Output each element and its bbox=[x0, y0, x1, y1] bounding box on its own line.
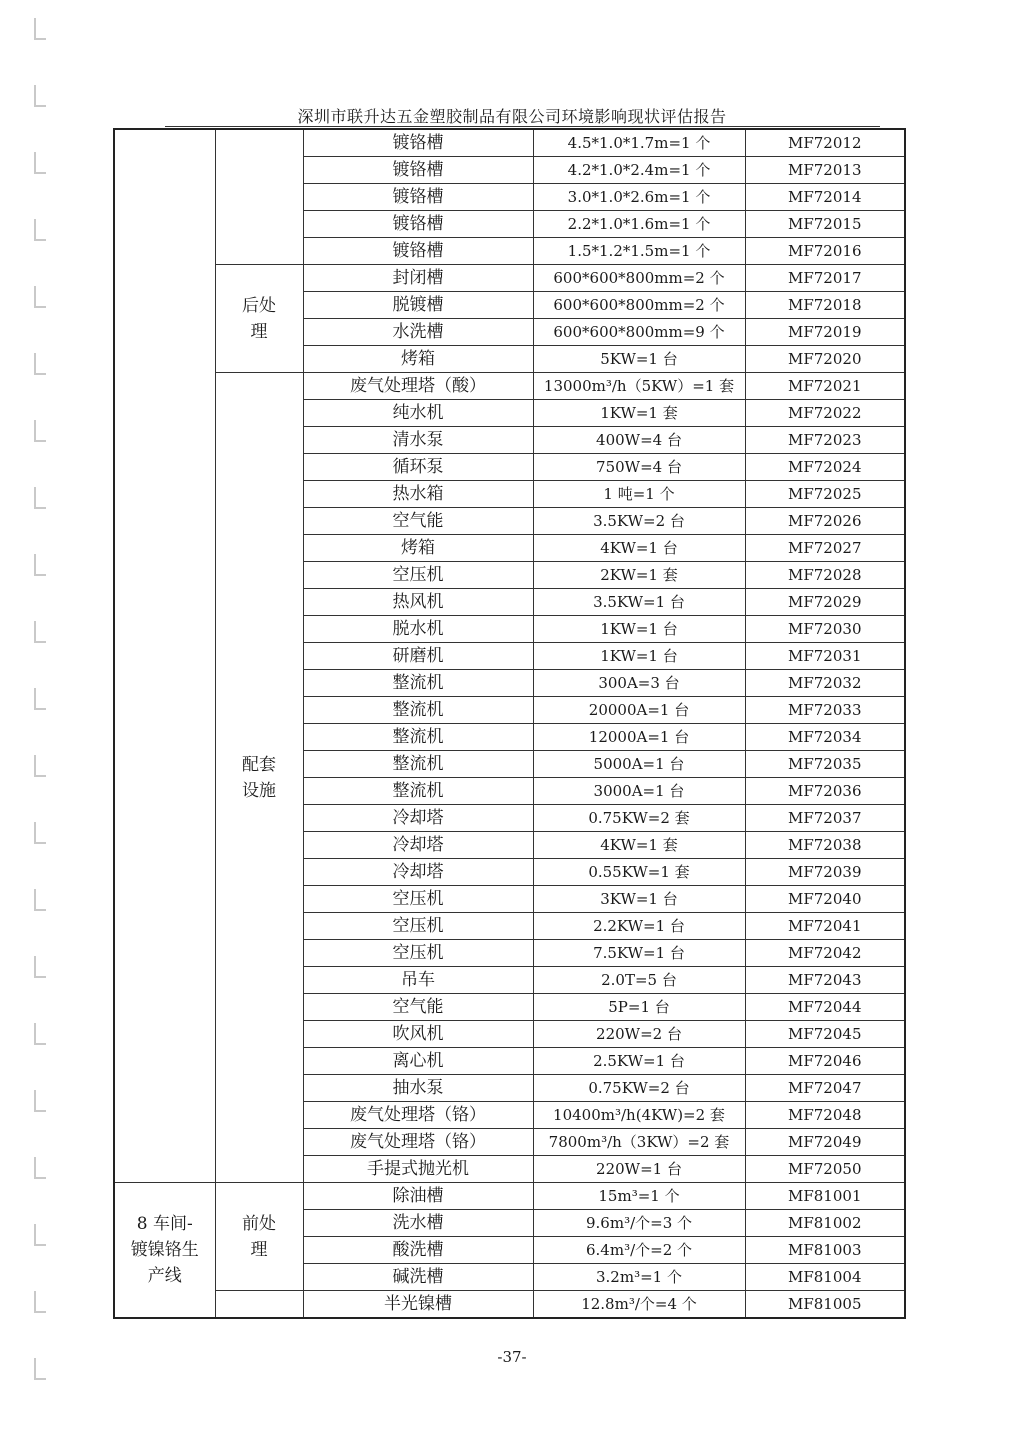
equipment-code-cell: MF72042 bbox=[745, 940, 905, 967]
equipment-name-cell: 整流机 bbox=[303, 724, 533, 751]
table-row bbox=[114, 265, 905, 292]
equipment-spec-cell: 12000A=1 台 bbox=[533, 724, 745, 751]
equipment-code-cell: MF72031 bbox=[745, 643, 905, 670]
equipment-name-cell: 整流机 bbox=[303, 778, 533, 805]
equipment-code-cell: MF72014 bbox=[745, 184, 905, 211]
equipment-spec-cell: 2.2*1.0*1.6m=1 个 bbox=[533, 211, 745, 238]
stage-cell: 后处理 bbox=[215, 265, 303, 373]
page-number: -37- bbox=[497, 1348, 527, 1366]
equipment-spec-cell: 600*600*800mm=2 个 bbox=[533, 292, 745, 319]
equipment-code-cell: MF72020 bbox=[745, 346, 905, 373]
equipment-spec-cell: 4.2*1.0*2.4m=1 个 bbox=[533, 157, 745, 184]
equipment-name-cell: 整流机 bbox=[303, 670, 533, 697]
equipment-code-cell: MF72013 bbox=[745, 157, 905, 184]
equipment-code-cell: MF72026 bbox=[745, 508, 905, 535]
stage-cell bbox=[215, 129, 303, 265]
header-rule bbox=[165, 126, 880, 127]
equipment-name-cell: 废气处理塔（酸） bbox=[303, 373, 533, 400]
equipment-spec-cell: 5P=1 台 bbox=[533, 994, 745, 1021]
equipment-code-cell: MF72016 bbox=[745, 238, 905, 265]
equipment-name-cell: 冷却塔 bbox=[303, 832, 533, 859]
equipment-name-cell: 整流机 bbox=[303, 697, 533, 724]
binding-mark bbox=[34, 554, 46, 576]
equipment-name-cell: 离心机 bbox=[303, 1048, 533, 1075]
binding-mark bbox=[34, 755, 46, 777]
equipment-name-cell: 废气处理塔（铬） bbox=[303, 1102, 533, 1129]
equipment-code-cell: MF72024 bbox=[745, 454, 905, 481]
equipment-spec-cell: 2.5KW=1 台 bbox=[533, 1048, 745, 1075]
binding-mark bbox=[34, 487, 46, 509]
equipment-code-cell: MF72023 bbox=[745, 427, 905, 454]
binding-mark bbox=[34, 353, 46, 375]
equipment-name-cell: 吹风机 bbox=[303, 1021, 533, 1048]
equipment-spec-cell: 3.0*1.0*2.6m=1 个 bbox=[533, 184, 745, 211]
equipment-name-cell: 酸洗槽 bbox=[303, 1237, 533, 1264]
equipment-code-cell: MF81005 bbox=[745, 1291, 905, 1319]
equipment-name-cell: 冷却塔 bbox=[303, 859, 533, 886]
equipment-code-cell: MF72043 bbox=[745, 967, 905, 994]
binding-mark bbox=[34, 1157, 46, 1179]
equipment-spec-cell: 3000A=1 台 bbox=[533, 778, 745, 805]
equipment-spec-cell: 600*600*800mm=2 个 bbox=[533, 265, 745, 292]
equipment-spec-cell: 4KW=1 台 bbox=[533, 535, 745, 562]
equipment-name-cell: 除油槽 bbox=[303, 1183, 533, 1210]
equipment-spec-cell: 3KW=1 台 bbox=[533, 886, 745, 913]
equipment-name-cell: 废气处理塔（铬） bbox=[303, 1129, 533, 1156]
equipment-code-cell: MF72025 bbox=[745, 481, 905, 508]
equipment-name-cell: 脱水机 bbox=[303, 616, 533, 643]
equipment-code-cell: MF72046 bbox=[745, 1048, 905, 1075]
equipment-spec-cell: 5000A=1 台 bbox=[533, 751, 745, 778]
equipment-code-cell: MF81003 bbox=[745, 1237, 905, 1264]
table-row bbox=[114, 1291, 905, 1319]
equipment-spec-cell: 1KW=1 台 bbox=[533, 643, 745, 670]
equipment-code-cell: MF81002 bbox=[745, 1210, 905, 1237]
equipment-spec-cell: 220W=2 台 bbox=[533, 1021, 745, 1048]
equipment-code-cell: MF72012 bbox=[745, 129, 905, 157]
stage-cell: 配套设施 bbox=[215, 373, 303, 1183]
equipment-name-cell: 洗水槽 bbox=[303, 1210, 533, 1237]
binding-mark bbox=[34, 688, 46, 710]
equipment-code-cell: MF72018 bbox=[745, 292, 905, 319]
equipment-spec-cell: 6.4m³/个=2 个 bbox=[533, 1237, 745, 1264]
equipment-spec-cell: 2KW=1 套 bbox=[533, 562, 745, 589]
equipment-spec-cell: 0.75KW=2 套 bbox=[533, 805, 745, 832]
equipment-code-cell: MF72036 bbox=[745, 778, 905, 805]
equipment-code-cell: MF72027 bbox=[745, 535, 905, 562]
equipment-table bbox=[113, 128, 906, 1319]
stage-cell bbox=[215, 1291, 303, 1319]
equipment-code-cell: MF72044 bbox=[745, 994, 905, 1021]
equipment-spec-cell: 9.6m³/个=3 个 bbox=[533, 1210, 745, 1237]
equipment-name-cell: 镀铬槽 bbox=[303, 211, 533, 238]
equipment-name-cell: 镀铬槽 bbox=[303, 129, 533, 157]
equipment-code-cell: MF72038 bbox=[745, 832, 905, 859]
equipment-spec-cell: 5KW=1 台 bbox=[533, 346, 745, 373]
equipment-code-cell: MF72030 bbox=[745, 616, 905, 643]
equipment-code-cell: MF72050 bbox=[745, 1156, 905, 1183]
equipment-spec-cell: 3.2m³=1 个 bbox=[533, 1264, 745, 1291]
equipment-spec-cell: 20000A=1 台 bbox=[533, 697, 745, 724]
binding-mark bbox=[34, 152, 46, 174]
equipment-code-cell: MF72029 bbox=[745, 589, 905, 616]
equipment-spec-cell: 7800m³/h（3KW）=2 套 bbox=[533, 1129, 745, 1156]
equipment-name-cell: 碱洗槽 bbox=[303, 1264, 533, 1291]
stage-cell: 前处理 bbox=[215, 1183, 303, 1291]
equipment-spec-cell: 400W=4 台 bbox=[533, 427, 745, 454]
equipment-spec-cell: 2.2KW=1 台 bbox=[533, 913, 745, 940]
equipment-code-cell: MF72041 bbox=[745, 913, 905, 940]
equipment-code-cell: MF72045 bbox=[745, 1021, 905, 1048]
equipment-name-cell: 烤箱 bbox=[303, 346, 533, 373]
binding-mark bbox=[34, 219, 46, 241]
binding-mark bbox=[34, 822, 46, 844]
equipment-name-cell: 烤箱 bbox=[303, 535, 533, 562]
equipment-spec-cell: 2.0T=5 台 bbox=[533, 967, 745, 994]
equipment-spec-cell: 12.8m³/个=4 个 bbox=[533, 1291, 745, 1319]
equipment-name-cell: 清水泵 bbox=[303, 427, 533, 454]
equipment-name-cell: 半光镍槽 bbox=[303, 1291, 533, 1319]
equipment-code-cell: MF81004 bbox=[745, 1264, 905, 1291]
binding-mark bbox=[34, 1090, 46, 1112]
equipment-code-cell: MF72033 bbox=[745, 697, 905, 724]
equipment-name-cell: 空压机 bbox=[303, 940, 533, 967]
equipment-spec-cell: 600*600*800mm=9 个 bbox=[533, 319, 745, 346]
equipment-code-cell: MF72049 bbox=[745, 1129, 905, 1156]
table-row bbox=[114, 1183, 905, 1210]
equipment-code-cell: MF72022 bbox=[745, 400, 905, 427]
equipment-code-cell: MF72047 bbox=[745, 1075, 905, 1102]
equipment-name-cell: 研磨机 bbox=[303, 643, 533, 670]
equipment-spec-cell: 1 吨=1 个 bbox=[533, 481, 745, 508]
equipment-code-cell: MF72039 bbox=[745, 859, 905, 886]
equipment-code-cell: MF72017 bbox=[745, 265, 905, 292]
binding-mark bbox=[34, 18, 46, 40]
equipment-code-cell: MF72035 bbox=[745, 751, 905, 778]
equipment-spec-cell: 0.75KW=2 台 bbox=[533, 1075, 745, 1102]
equipment-spec-cell: 220W=1 台 bbox=[533, 1156, 745, 1183]
equipment-name-cell: 空气能 bbox=[303, 508, 533, 535]
binding-mark bbox=[34, 1023, 46, 1045]
equipment-code-cell: MF72037 bbox=[745, 805, 905, 832]
binding-mark bbox=[34, 621, 46, 643]
equipment-spec-cell: 0.55KW=1 套 bbox=[533, 859, 745, 886]
equipment-name-cell: 冷却塔 bbox=[303, 805, 533, 832]
equipment-code-cell: MF72032 bbox=[745, 670, 905, 697]
equipment-spec-cell: 300A=3 台 bbox=[533, 670, 745, 697]
page-header: 深圳市联升达五金塑胶制品有限公司环境影响现状评估报告 bbox=[297, 107, 727, 126]
workshop-cell: 8 车间-镀镍铬生产线 bbox=[114, 1183, 215, 1319]
equipment-spec-cell: 4.5*1.0*1.7m=1 个 bbox=[533, 129, 745, 157]
equipment-name-cell: 热水箱 bbox=[303, 481, 533, 508]
equipment-spec-cell: 15m³=1 个 bbox=[533, 1183, 745, 1210]
equipment-name-cell: 镀铬槽 bbox=[303, 184, 533, 211]
equipment-name-cell: 空压机 bbox=[303, 562, 533, 589]
equipment-spec-cell: 3.5KW=2 台 bbox=[533, 508, 745, 535]
binding-mark bbox=[34, 286, 46, 308]
equipment-name-cell: 循环泵 bbox=[303, 454, 533, 481]
equipment-spec-cell: 3.5KW=1 台 bbox=[533, 589, 745, 616]
equipment-name-cell: 封闭槽 bbox=[303, 265, 533, 292]
equipment-name-cell: 镀铬槽 bbox=[303, 157, 533, 184]
table-row bbox=[114, 129, 905, 157]
equipment-name-cell: 镀铬槽 bbox=[303, 238, 533, 265]
equipment-code-cell: MF72034 bbox=[745, 724, 905, 751]
equipment-spec-cell: 1KW=1 台 bbox=[533, 616, 745, 643]
equipment-name-cell: 空压机 bbox=[303, 886, 533, 913]
equipment-code-cell: MF72019 bbox=[745, 319, 905, 346]
equipment-table-body bbox=[114, 129, 905, 1318]
equipment-name-cell: 整流机 bbox=[303, 751, 533, 778]
equipment-name-cell: 抽水泵 bbox=[303, 1075, 533, 1102]
equipment-spec-cell: 1.5*1.2*1.5m=1 个 bbox=[533, 238, 745, 265]
binding-mark bbox=[34, 1291, 46, 1313]
equipment-spec-cell: 7.5KW=1 台 bbox=[533, 940, 745, 967]
equipment-spec-cell: 13000m³/h（5KW）=1 套 bbox=[533, 373, 745, 400]
equipment-code-cell: MF72015 bbox=[745, 211, 905, 238]
binding-mark bbox=[34, 889, 46, 911]
equipment-name-cell: 脱镀槽 bbox=[303, 292, 533, 319]
equipment-spec-cell: 4KW=1 套 bbox=[533, 832, 745, 859]
equipment-spec-cell: 750W=4 台 bbox=[533, 454, 745, 481]
equipment-name-cell: 热风机 bbox=[303, 589, 533, 616]
equipment-name-cell: 空压机 bbox=[303, 913, 533, 940]
equipment-name-cell: 纯水机 bbox=[303, 400, 533, 427]
table-row bbox=[114, 373, 905, 400]
equipment-spec-cell: 1KW=1 套 bbox=[533, 400, 745, 427]
binding-mark bbox=[34, 1224, 46, 1246]
equipment-code-cell: MF72048 bbox=[745, 1102, 905, 1129]
binding-mark bbox=[34, 420, 46, 442]
equipment-name-cell: 空气能 bbox=[303, 994, 533, 1021]
binding-mark bbox=[34, 956, 46, 978]
equipment-name-cell: 手提式抛光机 bbox=[303, 1156, 533, 1183]
equipment-code-cell: MF72028 bbox=[745, 562, 905, 589]
equipment-spec-cell: 10400m³/h(4KW)=2 套 bbox=[533, 1102, 745, 1129]
equipment-name-cell: 吊车 bbox=[303, 967, 533, 994]
workshop-cell bbox=[114, 129, 215, 1183]
equipment-code-cell: MF72040 bbox=[745, 886, 905, 913]
equipment-code-cell: MF81001 bbox=[745, 1183, 905, 1210]
equipment-name-cell: 水洗槽 bbox=[303, 319, 533, 346]
equipment-code-cell: MF72021 bbox=[745, 373, 905, 400]
